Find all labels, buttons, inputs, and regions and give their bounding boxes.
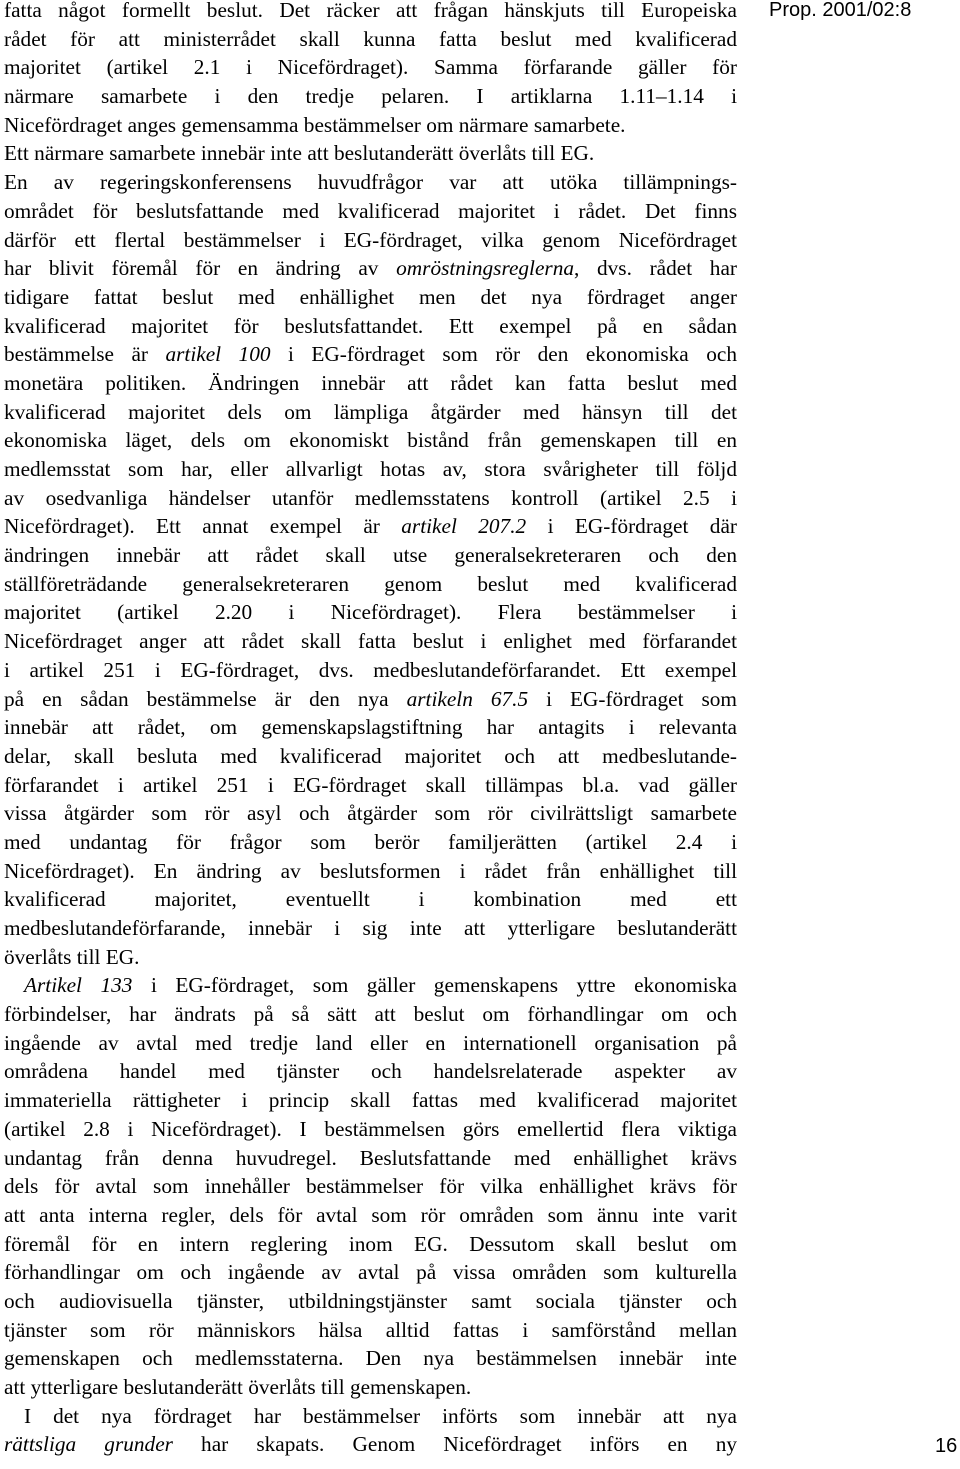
text-line: [4, 885, 737, 914]
text-line: [4, 541, 737, 570]
text-segment: Nicefördraget anges gemensamma bestämmelser om närmare samarbete.: [4, 112, 626, 137]
text-line: [4, 1316, 737, 1345]
text-segment: kvalificerad majoritet dels om lämpliga åtgärder med hänsyn till det: [4, 399, 737, 424]
text-segment: att ytterligare beslutanderätt överlåts till gemenskapen.: [4, 1375, 472, 1399]
text-segment: ändringen innebär att rådet skall utse generalsekreteraren och den: [4, 543, 737, 568]
text-segment: med undantag för frågor som berör familjerätten (artikel 2.4 i: [4, 829, 737, 854]
text-segment: närmare samarbete i den tredje pelaren. I artiklarna 1.11–1.14 i: [4, 84, 737, 109]
text-segment: överlåts till EG.: [4, 944, 140, 969]
text-line: [4, 484, 737, 513]
text-line: [4, 283, 737, 312]
text-line: [4, 1430, 737, 1459]
text-segment: (artikel 2.8 i Nicefördraget). I bestämmelsen görs emellertid flera viktiga: [4, 1116, 737, 1141]
text-segment: Nicefördraget). Ett annat exempel är: [4, 514, 402, 539]
text-segment: I det nya fördraget har bestämmelser införts som innebär att nya: [24, 1403, 737, 1428]
text-line: [4, 0, 737, 25]
text-segment: av osedvanliga händelser utanför medlemsstatens kontroll (artikel 2.5 i: [4, 485, 737, 510]
text-line: [4, 1086, 737, 1115]
text-segment: har blivit föremål för en ändring av: [4, 256, 397, 281]
text-segment: i EG-fördraget som: [528, 686, 737, 711]
text-line: [4, 627, 737, 656]
text-segment: Nicefördraget anger att rådet skall fatta beslut i enlighet med förfarandet: [4, 629, 737, 654]
text-segment: förbindelser, har ändrats på så sätt att beslut om förhandlingar om och: [4, 1002, 737, 1027]
text-line: [4, 369, 737, 398]
text-segment: ingående av avtal med tredje land eller en internationell organisation på: [4, 1030, 737, 1055]
text-segment: medbeslutandeförfarande, innebär i sig inte att ytterligare beslutanderätt: [4, 916, 737, 940]
text-segment: områdena handel med tjänster och handelsrelaterade aspekter av: [4, 1059, 737, 1084]
text-line: [4, 1402, 737, 1431]
text-line: [4, 82, 737, 111]
italic-reference: artikel 100: [165, 342, 271, 367]
text-line: [4, 771, 737, 800]
text-line: [4, 1029, 737, 1058]
text-segment: bestämmelse är: [4, 342, 166, 367]
text-line: [4, 1373, 737, 1402]
text-segment: i EG-fördraget som rör den ekonomiska och: [270, 342, 737, 367]
text-segment: En av regeringskonferensens huvudfrågor var att utöka tillämpnings-: [4, 170, 737, 195]
text-segment: kvalificerad majoritet för beslutsfattandet. Ett exempel på en sådan: [4, 313, 737, 338]
text-line: [4, 111, 737, 140]
text-segment: i artikel 251 i EG-fördraget, dvs. medbeslutandeförfarandet. Ett exempel: [4, 657, 737, 682]
text-line: [4, 455, 737, 484]
text-line: [4, 570, 737, 599]
text-line: [4, 1172, 737, 1201]
text-segment: i EG-fördraget, som gäller gemenskapens yttre ekonomiska: [132, 973, 738, 998]
italic-reference: Artikel 133: [24, 973, 133, 998]
text-segment: i EG-fördraget där: [526, 514, 737, 539]
text-segment: majoritet (artikel 2.1 i Nicefördraget). Samma förfarande gäller för: [4, 55, 737, 80]
text-segment: att anta interna regler, dels för avtal som rör områden som ännu inte varit: [4, 1202, 737, 1227]
text-line: [4, 857, 737, 886]
italic-reference: rättsliga grunder: [4, 1432, 173, 1457]
text-line: [4, 598, 737, 627]
text-line: [4, 656, 737, 685]
text-segment: , dvs. rådet har: [574, 256, 737, 281]
text-line: [4, 828, 737, 857]
text-line: [4, 226, 737, 255]
text-line: [4, 1201, 737, 1230]
text-line: [4, 512, 737, 541]
text-segment: immateriella rättigheter i princip skall fattas med kvalificerad majoritet: [4, 1088, 737, 1113]
text-segment: på en sådan bestämmelse är den nya: [4, 686, 407, 711]
text-segment: Ett närmare samarbete innebär inte att beslutanderätt överlåts till EG.: [4, 141, 595, 166]
text-line: [4, 1344, 737, 1373]
text-segment: Nicefördraget). En ändring av beslutsformen i rådet från enhällighet till: [4, 858, 737, 883]
text-segment: området för beslutsfattande med kvalificerad majoritet i rådet. Det finns: [4, 198, 737, 223]
document-reference: Prop. 2001/02:8: [769, 0, 912, 21]
text-line: [4, 168, 737, 197]
text-line: [4, 685, 737, 714]
text-line: [4, 713, 737, 742]
text-segment: rådet för att ministerrådet skall kunna fatta beslut med kvalificerad: [4, 26, 737, 51]
text-segment: därför ett flertal bestämmelser i EG-fördraget, vilka genom Nicefördraget: [4, 227, 737, 252]
text-segment: ekonomiska läget, dels om ekonomiskt bistånd från gemenskapen till en: [4, 428, 737, 453]
text-line: [4, 1057, 737, 1086]
text-line: [4, 1258, 737, 1287]
text-segment: tjänster som rör människors hälsa alltid fattas i samförstånd mellan: [4, 1317, 737, 1342]
text-line: [4, 1000, 737, 1029]
text-segment: gemenskapen och medlemsstaterna. Den nya bestämmelsen innebär inte: [4, 1346, 737, 1371]
text-line: [4, 1230, 737, 1259]
text-segment: kvalificerad majoritet, eventuellt i kombination med ett: [4, 887, 737, 912]
text-segment: undantag från denna huvudregel. Beslutsfattande med enhällighet krävs: [4, 1145, 737, 1170]
text-line: [4, 971, 737, 1000]
text-line: [4, 139, 737, 168]
text-line: [4, 1115, 737, 1144]
text-segment: vissa åtgärder som rör asyl och åtgärder som rör civilrättsligt samarbete: [4, 801, 737, 826]
italic-reference: artikeln 67.5: [406, 686, 529, 711]
text-line: [4, 426, 737, 455]
text-segment: majoritet (artikel 2.20 i Nicefördraget). Flera bestämmelser i: [4, 600, 737, 625]
text-segment: förhandlingar om och ingående av avtal på vissa områden som kulturella: [4, 1260, 737, 1285]
text-segment: innebär att rådet, om gemenskapslagstiftning har antagits i relevanta: [4, 715, 737, 740]
text-segment: tidigare fattat beslut med enhällighet men det nya fördraget anger: [4, 284, 737, 309]
text-line: [4, 914, 737, 943]
text-line: [4, 25, 737, 54]
text-segment: ställföreträdande generalsekreteraren genom beslut med kvalificerad: [4, 571, 737, 596]
text-segment: monetära politiken. Ändringen innebär att rådet kan fatta beslut med: [4, 370, 737, 395]
text-segment: förfarandet i artikel 251 i EG-fördraget skall tillämpas bl.a. vad gäller: [4, 772, 737, 797]
text-line: [4, 254, 737, 283]
text-line: [4, 340, 737, 369]
text-segment: dels för avtal som innehåller bestämmelser för vilka enhällighet krävs för: [4, 1174, 737, 1199]
text-line: [4, 1144, 737, 1173]
text-line: [4, 312, 737, 341]
page-number: 16: [935, 1435, 958, 1457]
text-segment: har skapats. Genom Nicefördraget införs en ny: [172, 1432, 737, 1457]
text-line: [4, 398, 737, 427]
text-segment: medlemsstat som har, eller allvarligt hotas av, stora svårigheter till följd: [4, 457, 737, 481]
text-segment: och audiovisuella tjänster, utbildningstjänster samt sociala tjänster och: [4, 1288, 737, 1313]
italic-reference: artikel 207.2: [401, 514, 527, 539]
body-text: [4, 0, 737, 1459]
text-segment: delar, skall besluta med kvalificerad majoritet och att medbeslutande-: [4, 743, 737, 768]
text-line: [4, 943, 737, 972]
text-line: [4, 53, 737, 82]
text-line: [4, 197, 737, 226]
text-line: [4, 742, 737, 771]
text-line: [4, 1287, 737, 1316]
italic-reference: omröstningsreglerna: [396, 256, 574, 281]
text-segment: fatta något formellt beslut. Det räcker att frågan hänskjuts till Europeiska: [4, 0, 737, 22]
text-line: [4, 799, 737, 828]
text-segment: föremål för en intern reglering inom EG. Dessutom skall beslut om: [4, 1231, 737, 1256]
